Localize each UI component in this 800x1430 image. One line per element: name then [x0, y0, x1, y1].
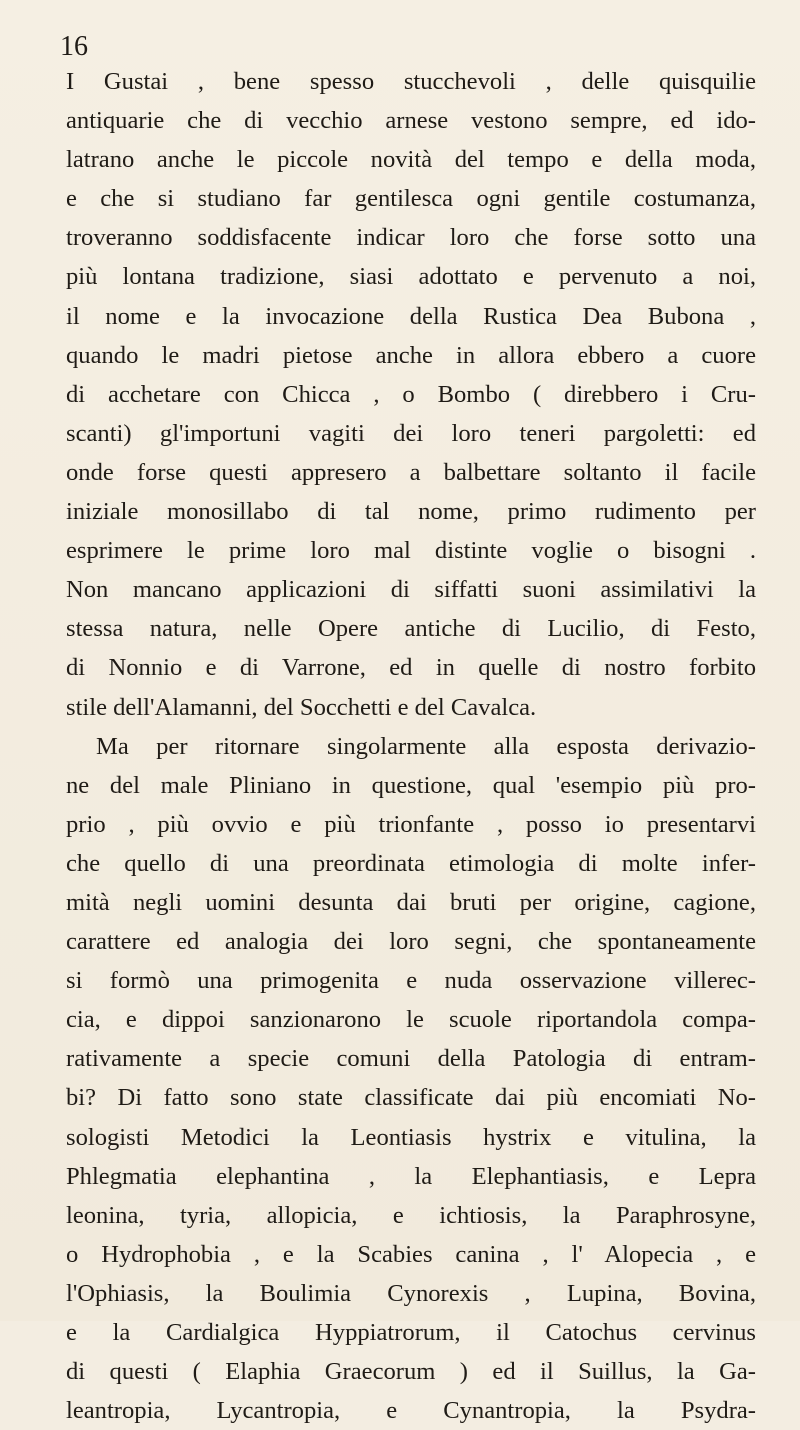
- text-line: esprimere le prime loro mal distinte voglie o bisogni .: [66, 537, 756, 565]
- text-line: che quello di una preordinata etimologia di molte infer-: [66, 849, 756, 877]
- text-line: latrano anche le piccole novità del tempo e della moda,: [66, 146, 756, 174]
- text-line: sologisti Metodici la Leontiasis hystrix e vitulina, la: [66, 1123, 756, 1151]
- text-line: carattere ed analogia dei loro segni, che spontaneamente: [66, 928, 756, 956]
- text-line: prio , più ovvio e più trionfante , posso io presentarvi: [66, 810, 756, 838]
- paragraph-2: [66, 727, 756, 1430]
- text-line: e che si studiano far gentilesca ogni gentile costumanza,: [66, 185, 756, 213]
- text-line: di acchetare con Chicca , o Bombo ( direbbero i Cru-: [66, 380, 756, 408]
- text-line: Phlegmatia elephantina , la Elephantiasis, e Lepra: [66, 1162, 756, 1190]
- text-line: o Hydrophobia , e la Scabies canina , l' Alopecia , e: [66, 1240, 756, 1268]
- page-text: [66, 62, 756, 1430]
- text-line: iniziale monosillabo di tal nome, primo rudimento per: [66, 498, 756, 526]
- text-line: rativamente a specie comuni della Patologia di entram-: [66, 1045, 756, 1073]
- text-line: il nome e la invocazione della Rustica Dea Bubona ,: [66, 302, 756, 330]
- text-line: più lontana tradizione, siasi adottato e pervenuto a noi,: [66, 263, 756, 291]
- text-line: stile dell'Alamanni, del Socchetti e del Cavalca.: [66, 693, 537, 721]
- text-line: leonina, tyria, allopicia, e ichtiosis, la Paraphrosyne,: [66, 1201, 756, 1229]
- text-line: antiquarie che di vecchio arnese vestono sempre, ed ido-: [66, 107, 756, 135]
- text-line: ne del male Pliniano in questione, qual 'esempio più pro-: [66, 771, 756, 799]
- text-line: mità negli uomini desunta dai bruti per origine, cagione,: [66, 888, 756, 916]
- text-line: si formò una primogenita e nuda osservazione villerec-: [66, 967, 756, 995]
- text-line: e la Cardialgica Hyppiatrorum, il Catochus cervinus: [66, 1319, 756, 1346]
- text-line: l'Ophiasis, la Boulimia Cynorexis , Lupina, Bovina,: [66, 1279, 756, 1307]
- text-line: cia, e dippoi sanzionarono le scuole riportandola compa-: [66, 1006, 756, 1034]
- text-line: di Nonnio e di Varrone, ed in quelle di nostro forbito: [66, 654, 756, 682]
- text-line: leantropia, Lycantropia, e Cynantropia, la Psydra-: [66, 1397, 756, 1425]
- text-line: quando le madri pietose anche in allora ebbero a cuore: [66, 341, 756, 369]
- text-line: di questi ( Elaphia Graecorum ) ed il Suillus, la Ga-: [66, 1358, 756, 1386]
- page-number: 16: [60, 31, 88, 62]
- text-line: Non mancano applicazioni di siffatti suoni assimilativi la: [66, 576, 756, 604]
- text-line: stessa natura, nelle Opere antiche di Lucilio, di Festo,: [66, 615, 756, 643]
- text-line: I Gustai , bene spesso stucchevoli , delle quisquilie: [66, 68, 756, 95]
- text-line: scanti) gl'importuni vagiti dei loro teneri pargoletti: ed: [66, 419, 756, 447]
- text-line: onde forse questi appresero a balbettare soltanto il facile: [66, 458, 756, 486]
- text-line: bi? Di fatto sono state classificate dai più encomiati No-: [66, 1084, 756, 1112]
- text-line: troveranno soddisfacente indicar loro che forse sotto una: [66, 224, 756, 252]
- paragraph-1: [66, 62, 756, 727]
- text-line: Ma per ritornare singolarmente alla esposta derivazio-: [96, 732, 756, 760]
